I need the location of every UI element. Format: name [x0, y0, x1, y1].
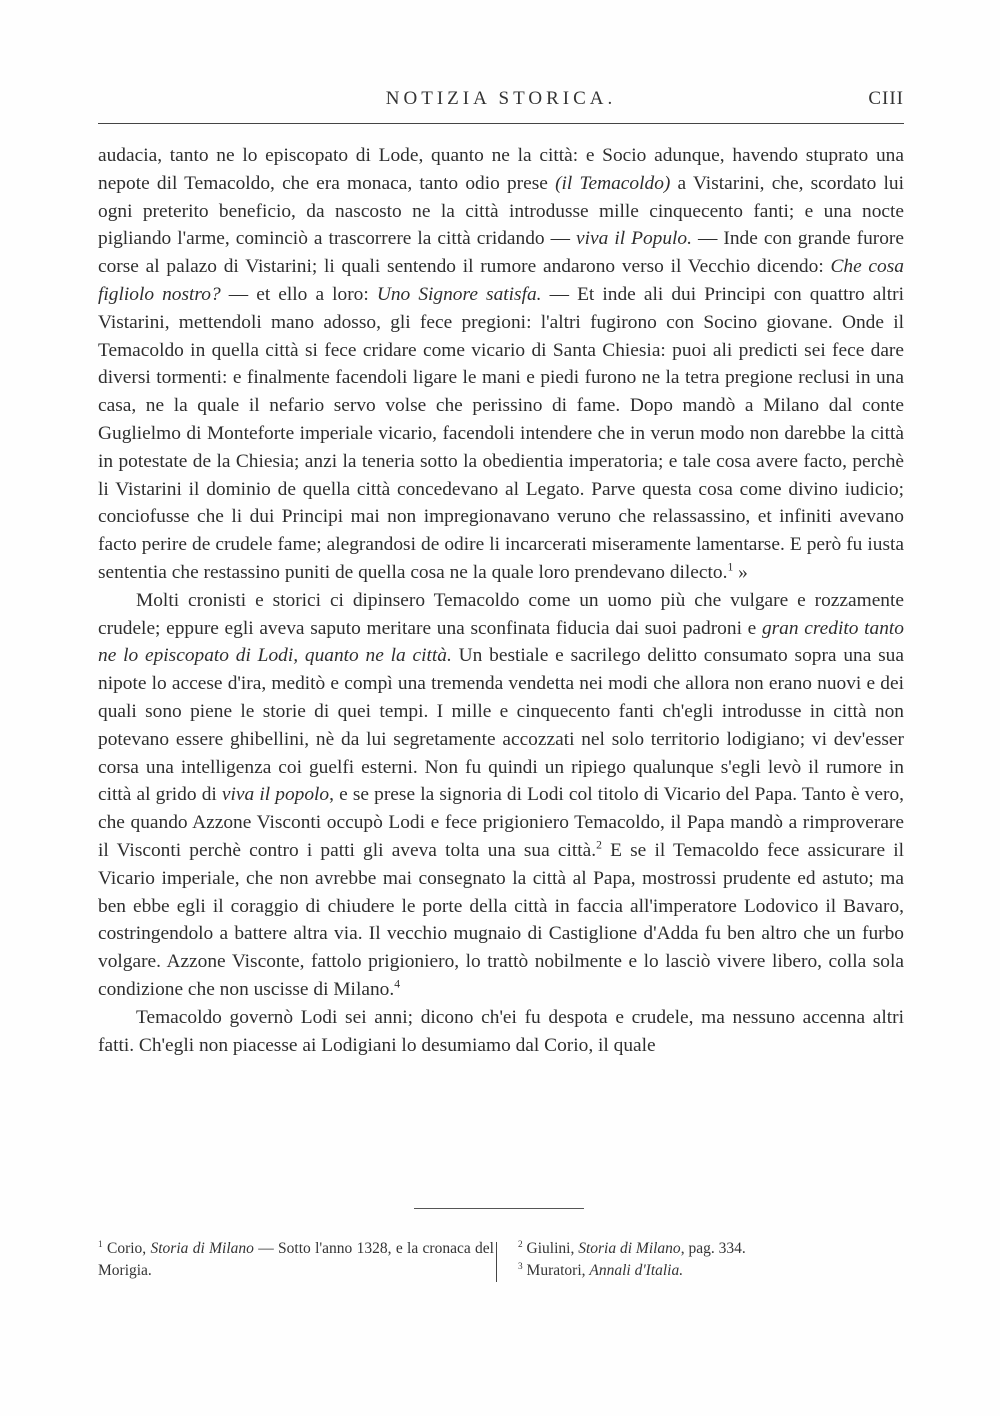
footnote-ref: 1: [727, 560, 734, 574]
footnote-title: Storia di Milano: [578, 1240, 681, 1257]
footnote-ref: 2: [596, 838, 602, 852]
text-run: a Vistarini, che, scordato lui ogni preterito beneficio, da nascosto ne la città introdusse mille cinquecento fanti; e una nocte pigliando l'arme, cominciò a trascorrere la città cridando —: [98, 172, 904, 250]
footnote-title: Annali d'Italia.: [589, 1262, 684, 1279]
footnote-marker: 3: [518, 1261, 523, 1272]
footnote-column-divider: [496, 1242, 497, 1282]
footnote-ref: 4: [394, 977, 400, 991]
paragraph-commentary: [98, 587, 904, 1004]
text-run: — Et inde ali dui Principi con quattro altri Vistarini, mettendoli mano adosso, gli fece pregioni: l'altri fugirono con Socino giovane. Onde il Temacoldo in quella città si fece cridare come vicario di Santa Chiesia: puoi ali predicti sei fece dare diversi tormenti: e finalmente facendoli ligare le mani e piedi furono ne la tetra pregione reclusi in una casa, ne la quale il nefario servo volse che perissino di fame. Dopo mandò a Milano dal conte Guglielmo di Monteforte imperiale vicario, facendoli intendere che in verun modo non darebbe la città in potestate de la Chiesia; anzi la teneria sotto la obedientia imperatoria; e tale cosa avere facto, perchè li Vistarini il dominio de quella città concedevano al Legato. Parve questa cosa come divino iudicio; conciofusse che li dui Principi mai non impregionavano veruno che relassassino, et infiniti avevano facto perire de crudele fame; alegrandosi de odire li incarcerati miseramente lamentarse. E però fu iusta sententia che restassino puniti de quella cosa ne la quale loro prendevano dilecto.: [98, 283, 905, 583]
footnote-author: Giulini,: [526, 1240, 575, 1257]
text-run: E se il Temacoldo fece assicurare il Vicario imperiale, che non avrebbe mai consegnato la città al Papa, mostrossi prudente ed astuto; ma ben ebbe egli il coraggio di chiudere le porte della città in faccia all'imperatore Lodovico il Bavaro, costringendolo a battere altra via. Il vecchio mugnaio di Castiglione d'Adda fu ben altro che un furbo volgare. Azzone Visconte, fattolo prigioniero, lo trattò nobilmente e lo lasciò vivere libero, colla sola condizione che non uscisse di Milano.: [98, 839, 904, 1000]
footnote-author: Muratori,: [526, 1262, 586, 1279]
text-run: — Inde con grande furore corse al palazo di Vistarini; li quali sentendo il rumore andarono verso il Vecchio dicendo:: [98, 228, 904, 278]
footnote-text: — Sotto l'anno 1328, e la cronaca del Morigia.: [98, 1240, 494, 1279]
footnote-title: Storia di Milano: [150, 1240, 254, 1257]
italic-run: viva il popolo: [221, 784, 330, 806]
footnote-3: [518, 1260, 904, 1282]
footnote-separator: [414, 1208, 584, 1209]
footnote-marker: 1: [98, 1239, 103, 1250]
text-run: — et ello a loro:: [220, 283, 377, 305]
footnote-right-column: [518, 1238, 904, 1282]
paragraph-final: Temacoldo governò Lodi sei anni; dicono ch'ei fu despota e crudele, ma nessuno accenna altri fatti. Ch'egli non piacesse ai Lodigiani lo desumiamo dal Corio, il quale: [98, 1006, 904, 1056]
text-run: »: [733, 561, 748, 583]
footnote-2: [518, 1238, 904, 1260]
text-run: , e se prese la signoria di Lodi col titolo di Vicario del Papa. Tanto è vero, che quando Azzone Visconti occupò Lodi e fece prigioniero Temacoldo, il Papa mandò a rimproverare il Visconti perchè contro i patti gli aveva tolta una sua città.: [98, 784, 904, 861]
text-run: Un bestiale e sacrilego delitto consumato sopra una sua nipote lo accese d'ira, meditò e compì una tremenda vendetta nei modi che allora non erano nuovi e dei quali sono piene le storie di quei tempi. I mille e cinquecento fanti ch'egli introdusse in città non potevano essere ghibellini, nè da lui segretamente accozzati nel solo territorio lodigiano; vi dev'esser corsa una intelligenza coi guelfi esterni. Non fu quindi un ripiego qualunque s'egli levò il rumore in città al grido di: [98, 645, 904, 806]
footnote-author: Corio,: [106, 1240, 147, 1257]
main-text: [98, 142, 904, 1059]
italic-run: gran credito tanto ne lo episcopato di Lodi, quanto ne la città.: [98, 617, 904, 667]
text-run: Molti cronisti e storici ci dipinsero Temacoldo come un uomo più che vulgare e rozzamente crudele; eppure egli aveva saputo meritare una sconfinata fiducia dai suoi padroni e: [98, 589, 904, 639]
header-rule: [98, 123, 904, 124]
italic-run: Che cosa figliolo nostro?: [98, 256, 904, 305]
text-run: audacia, tanto ne lo episcopato di Lode, quanto ne la città: e Socio adunque, havendo stuprato una nepote dil Temacoldo, che era monaca, tanto odio prese: [98, 145, 904, 194]
page-number: CIII: [868, 88, 904, 109]
italic-run: viva il Populo.: [576, 228, 692, 250]
running-header: [98, 84, 904, 118]
running-title: NOTIZIA STORICA.: [385, 88, 617, 109]
paragraph-quote: [98, 142, 904, 587]
footnote-text: , pag. 334.: [680, 1240, 746, 1257]
italic-run: Uno Signore satisfa.: [376, 283, 542, 305]
footnote-1: [98, 1238, 494, 1282]
italic-run: (il Temacoldo): [555, 172, 671, 194]
footnote-marker: 2: [518, 1239, 523, 1250]
